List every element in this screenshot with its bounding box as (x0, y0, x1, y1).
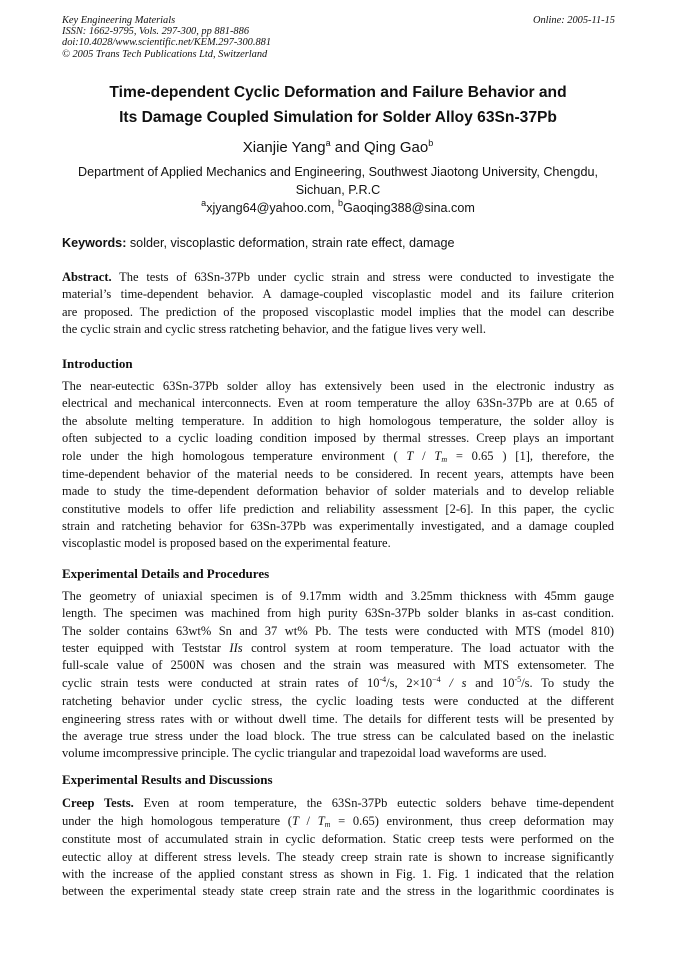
journal-doi[interactable]: doi:10.4028/www.scientific.net/KEM.297-300.881 (62, 37, 272, 49)
results-line: with the increase of the applied constant stress as shown in Fig. 1. Fig. 1 indicated that the relation (62, 866, 614, 881)
journal-issn: ISSN: 1662-9795, Vols. 297-300, pp 881-886 (62, 26, 250, 38)
rate-mid-1: /s, 2×10 (386, 676, 433, 691)
intro-line: The near-eutectic 63Sn-37Pb solder alloy has extensively been used in the electronic industry as (62, 379, 614, 393)
math-eq-2: = 0.65) (330, 814, 379, 829)
email-b[interactable]: Gaoqing388@sina.com (343, 201, 475, 215)
exp-line: The geometry of uniaxial specimen is of 9.17mm width and 3.25mm thickness with 45mm gauge (62, 589, 614, 603)
abstract-line: are proposed. The prediction of the proposed viscoplastic model implies that the model can describe (62, 304, 614, 319)
paper-title (62, 80, 614, 130)
exp-line (62, 640, 614, 657)
intro-line: electrical and mechanical interconnects. Even at room temperature the alloy 63Sn-37Pb are at 0.65 of (62, 396, 614, 411)
introduction-body (62, 378, 614, 553)
authors (62, 137, 614, 159)
journal-name: Key Engineering Materials (62, 15, 176, 26)
math-T: T (406, 449, 414, 464)
exp-rate-line (62, 674, 614, 693)
exp-line: engineering stress rates with or without dwell time. The details for different tests will be presented by (62, 711, 614, 726)
experimental-heading: Experimental Details and Procedures (62, 566, 270, 581)
results-math-post: environment, thus creep deformation may (378, 814, 614, 829)
emails (62, 199, 614, 217)
results-line: eutectic alloy at different stress levels. The steady creep strain rate is shown to increase significantly (62, 849, 614, 864)
math-Tm: T (434, 449, 442, 464)
online-date: Online: 2005-11-15 (532, 15, 615, 26)
exp-line: length. The specimen was machined from high purity 63Sn-37Pb solder blanks in as-cast condition. (62, 606, 614, 621)
exp-line: volume imcompressive principle. The cyclic triangular and trapezoidal load waveforms are used. (62, 746, 547, 761)
results-body (62, 795, 614, 900)
affiliation-line-2: Sichuan, P.R.C (295, 183, 381, 197)
rate-mid-2: / s (440, 676, 467, 691)
affiliation (62, 163, 614, 199)
results-line: constitute most of accumulated strain in cyclic deformation. Static creep tests were performed on the (62, 832, 614, 847)
creep-tests-label: Creep Tests. (62, 796, 134, 810)
exp-line4-pre: tester equipped with Teststar (62, 640, 230, 655)
math-slash-2: / (298, 814, 318, 829)
intro-line: viscoplastic model is proposed based on the experimental feature. (62, 536, 391, 551)
results-math-line (62, 812, 614, 831)
intro-line: strain and ratcheting behavior for 63Sn-37Pb was experimentally investigated, and a damage coupled (62, 519, 614, 534)
intro-math-post: [1], therefore, the (515, 449, 615, 464)
keywords-text: solder, viscoplastic deformation, strain rate effect, damage (126, 236, 455, 250)
rate-and: and 10 (466, 676, 515, 691)
math-m-sub: m (441, 455, 448, 465)
rate-pre: cyclic strain tests were conducted at strain rates of 10 (62, 676, 380, 691)
author-2: Qing Gao (364, 139, 429, 156)
results-line1-text: Even at room temperature, the 63Sn-37Pb eutectic solders behave time-dependent (133, 796, 614, 810)
abstract-label: Abstract. (62, 270, 112, 284)
intro-line-math (62, 447, 614, 466)
abstract (62, 269, 614, 338)
journal-header (62, 15, 271, 60)
intro-line: made to study the time-dependent deformation behavior of solder materials and to develop reliable (62, 484, 614, 499)
exp-line: The solder contains 63wt% Sn and 37 wt% Pb. The tests were conducted with MTS (model 810) (62, 623, 614, 638)
intro-line: often subjected to a cyclic loading condition imposed by thermal stresses. Creep plays an important (62, 430, 614, 445)
intro-line: constitutive models to offer life prediction and reliability assessment [2-6]. In this paper, the cyclic (62, 501, 614, 516)
results-line (62, 795, 614, 812)
exp-line: ratcheting behavior under cyclic stress, the cyclic loading tests were conducted at the different (62, 694, 614, 709)
rate-exp-2: −4 (432, 675, 441, 685)
rate-post: /s. To study the (521, 676, 615, 691)
affiliation-line-1: Department of Applied Mechanics and Engineering, Southwest Jiaotong University, Chengdu, (78, 165, 598, 179)
email-a[interactable]: xjyang64@yahoo.com, (206, 201, 338, 215)
math-T-2: T (291, 814, 299, 829)
abstract-line: material’s time-dependent behavior. A damage-coupled viscoplastic model and its failure criterion (62, 287, 614, 302)
intro-line: time-dependent behavior of the material needs to be considered. In recent years, attempts have been (62, 467, 614, 482)
abstract-text: The tests of 63Sn-37Pb under cyclic strain and stress were conducted to investigate the (111, 270, 614, 284)
math-slash: / (413, 449, 435, 464)
results-math-pre: under the high homologous temperature ( (62, 814, 292, 829)
math-m-sub-2: m (324, 820, 331, 830)
math-eq: = 0.65 ) (447, 449, 507, 464)
author-2-affil-mark: b (428, 138, 434, 148)
author-1: Xianjie Yang (242, 139, 326, 156)
experimental-body (62, 588, 614, 763)
rate-exp-3: -5 (514, 675, 522, 685)
exp-line: full-scale value of 2500N was chosen and the strain was measured with MTS extensometer. The (62, 658, 614, 673)
email-a-mark: a (201, 198, 207, 208)
author-1-affil-mark: a (325, 138, 331, 148)
abstract-line (62, 269, 614, 286)
rate-exp-1: -4 (379, 675, 387, 685)
journal-copyright: © 2005 Trans Tech Publications Ltd, Switzerland (62, 48, 268, 60)
exp-line4-post: control system at room temperature. The load actuator with the (242, 640, 614, 655)
email-b-mark: b (338, 198, 344, 208)
introduction-heading: Introduction (62, 356, 133, 371)
results-heading: Experimental Results and Discussions (62, 772, 273, 787)
keywords-label: Keywords: (62, 236, 127, 250)
math-Tm-2: T (317, 814, 325, 829)
authors-and: and (330, 139, 364, 156)
title-line-1: Time-dependent Cyclic Deformation and Failure Behavior and (109, 84, 567, 101)
keywords (62, 234, 614, 252)
exp-line4-ital: IIs (229, 640, 243, 655)
results-line: between the experimental steady state creep strain rate and the stress in the logarithmic coordinates is (62, 884, 614, 899)
title-line-2: Its Damage Coupled Simulation for Solder Alloy 63Sn-37Pb (119, 109, 557, 126)
intro-math-pre: role under the high homologous temperature environment ( (62, 449, 398, 464)
intro-line: the absolute melting temperature. In addition to high homologous temperature, the solder alloy is (62, 413, 614, 428)
exp-line: the average true stress under the load block. The true stress can be calculated based on the inelastic (62, 729, 614, 744)
abstract-line: the cyclic strain and cyclic stress ratcheting behavior, and the fatigue lives very well. (62, 321, 486, 336)
